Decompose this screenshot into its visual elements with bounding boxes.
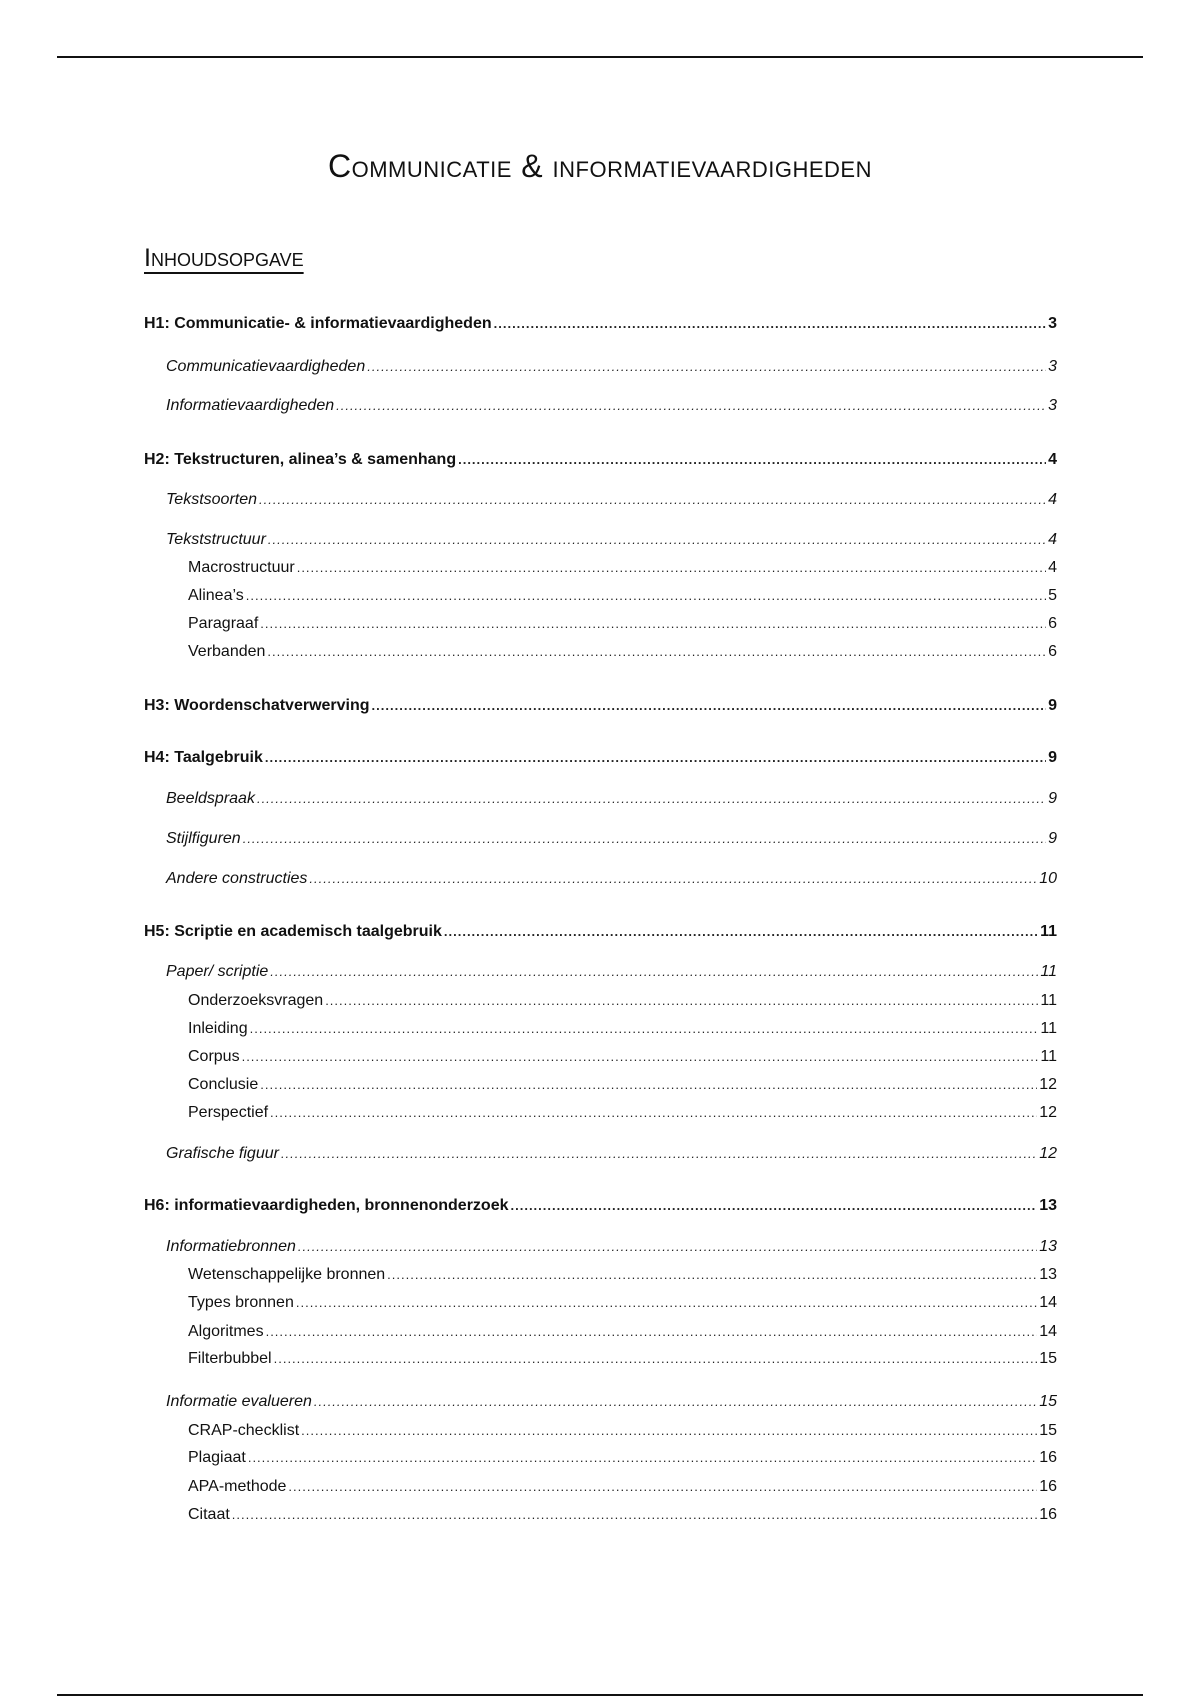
toc-entry-page: 14 (1039, 1323, 1057, 1340)
toc-entry-algoritmes[interactable] (188, 1322, 1057, 1342)
toc-entry-page: 12 (1039, 1104, 1057, 1121)
toc-entry-label: Tekstsoorten (166, 491, 258, 508)
toc-entry-paragraaf[interactable] (188, 614, 1057, 634)
toc-entry-label: Informatiebronnen (166, 1238, 296, 1255)
toc-entry-label: H1: Communicatie- & informatievaardigheden (144, 315, 492, 332)
toc-entry-page: 16 (1039, 1449, 1057, 1466)
toc-entry-conclusie[interactable] (188, 1075, 1057, 1095)
toc-entry-wetenschappelijke-bronnen[interactable] (188, 1265, 1057, 1285)
toc-entry-crap-checklist[interactable] (188, 1421, 1057, 1441)
toc-entry-label: H6: informatievaardigheden, bronnenonderzoek (144, 1197, 509, 1214)
toc-entry-page: 12 (1039, 1145, 1057, 1162)
toc-entry-informatie-evalueren[interactable] (166, 1392, 1057, 1412)
toc-entry-label: Corpus (188, 1048, 240, 1065)
toc-entry-page: 11 (1040, 1048, 1057, 1065)
toc-leader-dots (325, 991, 1038, 1011)
toc-leader-dots (260, 614, 1046, 634)
header-rule (57, 56, 1143, 58)
toc-leader-dots (267, 642, 1046, 662)
toc-entry-onderzoeksvragen[interactable] (188, 991, 1057, 1011)
toc-heading: Inhoudsopgave (144, 244, 304, 272)
toc-entry-page: 16 (1039, 1506, 1057, 1523)
toc-entry-h1[interactable] (144, 314, 1057, 334)
toc-entry-page: 11 (1040, 1020, 1057, 1037)
toc-entry-label: Wetenschappelijke bronnen (188, 1266, 386, 1283)
toc-entry-page: 5 (1048, 587, 1057, 604)
toc-leader-dots (266, 1322, 1038, 1342)
toc-entry-perspectief[interactable] (188, 1103, 1057, 1123)
toc-entry-label: Andere constructies (166, 870, 308, 887)
toc-leader-dots (494, 314, 1046, 334)
toc-entry-alineas[interactable] (188, 586, 1057, 606)
footer-rule (57, 1694, 1143, 1696)
toc-entry-page: 11 (1040, 992, 1057, 1009)
toc-leader-dots (257, 789, 1046, 809)
toc-leader-dots (301, 1421, 1037, 1441)
toc-entry-label: Verbanden (188, 643, 266, 660)
toc-entry-andere-constructies[interactable] (166, 869, 1057, 889)
toc-entry-page: 4 (1048, 559, 1057, 576)
toc-entry-page: 12 (1039, 1076, 1057, 1093)
toc-entry-page: 13 (1039, 1197, 1057, 1214)
toc-leader-dots (298, 1237, 1037, 1257)
toc-entry-page: 14 (1039, 1294, 1057, 1311)
toc-entry-label: Onderzoeksvragen (188, 992, 324, 1009)
toc-entry-verbanden[interactable] (188, 642, 1057, 662)
toc-leader-dots (336, 396, 1046, 416)
toc-entry-label: Citaat (188, 1506, 230, 1523)
toc-entry-label: Informatievaardigheden (166, 397, 335, 414)
toc-entry-informatievaardigheden[interactable] (166, 396, 1057, 416)
toc-entry-page: 11 (1040, 963, 1057, 980)
toc-entry-label: Perspectief (188, 1104, 269, 1121)
toc-leader-dots (246, 586, 1046, 606)
toc-entry-page: 3 (1048, 315, 1057, 332)
toc-entry-label: Paragraaf (188, 615, 259, 632)
toc-entry-label: CRAP-checklist (188, 1422, 300, 1439)
toc-entry-page: 15 (1039, 1350, 1057, 1367)
toc-entry-label: Algoritmes (188, 1323, 264, 1340)
toc-entry-paper-scriptie[interactable] (166, 962, 1057, 982)
toc-entry-page: 3 (1048, 358, 1057, 375)
toc-entry-page: 10 (1039, 870, 1057, 887)
toc-entry-stijlfiguren[interactable] (166, 829, 1057, 849)
toc-entry-filterbubbel[interactable] (188, 1349, 1057, 1369)
toc-leader-dots (387, 1265, 1037, 1285)
toc-entry-h6[interactable] (144, 1196, 1057, 1216)
toc-entry-label: APA-methode (188, 1478, 287, 1495)
toc-entry-tekstsoorten[interactable] (166, 490, 1057, 510)
toc-entry-label: Types bronnen (188, 1294, 294, 1311)
toc-leader-dots (259, 490, 1046, 510)
toc-entry-page: 9 (1048, 830, 1057, 847)
toc-entry-page: 9 (1048, 790, 1057, 807)
toc-leader-dots (314, 1392, 1037, 1412)
toc-entry-label: Alinea’s (188, 587, 244, 604)
toc-entry-page: 16 (1039, 1478, 1057, 1495)
toc-entry-citaat[interactable] (188, 1505, 1057, 1525)
toc-entry-communicatievaardigheden[interactable] (166, 357, 1057, 377)
toc-entry-h3[interactable] (144, 696, 1057, 716)
toc-entry-label: Plagiaat (188, 1449, 246, 1466)
toc-leader-dots (232, 1505, 1037, 1525)
toc-entry-inleiding[interactable] (188, 1019, 1057, 1039)
toc-leader-dots (372, 696, 1047, 716)
toc-entry-label: Grafische figuur (166, 1145, 279, 1162)
toc-entry-corpus[interactable] (188, 1047, 1057, 1067)
toc-entry-label: Tekststructuur (166, 531, 266, 548)
toc-entry-label: Communicatievaardigheden (166, 358, 366, 375)
toc-leader-dots (268, 530, 1046, 550)
toc-entry-label: Informatie evalueren (166, 1393, 312, 1410)
toc-entry-page: 11 (1040, 923, 1057, 940)
toc-leader-dots (270, 962, 1038, 982)
toc-leader-dots (270, 1103, 1037, 1123)
toc-entry-label: H3: Woordenschatverwerving (144, 697, 370, 714)
toc-leader-dots (281, 1144, 1037, 1164)
toc-leader-dots (288, 1477, 1037, 1497)
toc-entry-page: 15 (1039, 1393, 1057, 1410)
toc-entry-macrostructuur[interactable] (188, 558, 1057, 578)
toc-entry-label: H5: Scriptie en academisch taalgebruik (144, 923, 442, 940)
toc-entry-label: H2: Tekstructuren, alinea’s & samenhang (144, 451, 457, 468)
toc-entry-label: Stijlfiguren (166, 830, 241, 847)
toc-leader-dots (458, 450, 1046, 470)
toc-entry-page: 4 (1048, 491, 1057, 508)
document-title: Communicatie & informatievaardigheden (328, 148, 872, 184)
toc-leader-dots (250, 1019, 1039, 1039)
toc-entry-grafische-figuur[interactable] (166, 1144, 1057, 1164)
toc-entry-label: H4: Taalgebruik (144, 749, 263, 766)
toc-entry-page: 15 (1039, 1422, 1057, 1439)
toc-entry-h4[interactable] (144, 748, 1057, 768)
toc-entry-label: Macrostructuur (188, 559, 295, 576)
toc-entry-page: 9 (1048, 749, 1057, 766)
toc-leader-dots (511, 1196, 1038, 1216)
toc-entry-label: Paper/ scriptie (166, 963, 269, 980)
toc-entry-h5[interactable] (144, 922, 1057, 942)
toc-entry-h2[interactable] (144, 450, 1057, 470)
toc-leader-dots (248, 1448, 1037, 1468)
toc-entry-label: Conclusie (188, 1076, 259, 1093)
toc-entry-types-bronnen[interactable] (188, 1293, 1057, 1313)
toc-leader-dots (274, 1349, 1038, 1369)
toc-entry-beeldspraak[interactable] (166, 789, 1057, 809)
toc-entry-page: 9 (1048, 697, 1057, 714)
toc-entry-apa-methode[interactable] (188, 1477, 1057, 1497)
toc-leader-dots (309, 869, 1037, 889)
toc-entry-label: Beeldspraak (166, 790, 255, 807)
toc-entry-page: 6 (1048, 643, 1057, 660)
toc-leader-dots (242, 1047, 1039, 1067)
toc-entry-plagiaat[interactable] (188, 1448, 1057, 1468)
toc-entry-page: 13 (1039, 1266, 1057, 1283)
toc-entry-page: 3 (1048, 397, 1057, 414)
toc-leader-dots (265, 748, 1046, 768)
toc-leader-dots (367, 357, 1046, 377)
toc-leader-dots (444, 922, 1038, 942)
toc-entry-page: 4 (1048, 531, 1057, 548)
toc-entry-page: 4 (1048, 451, 1057, 468)
toc-entry-tekststructuur[interactable] (166, 530, 1057, 550)
toc-leader-dots (243, 829, 1046, 849)
toc-entry-label: Filterbubbel (188, 1350, 272, 1367)
toc-leader-dots (297, 558, 1046, 578)
toc-leader-dots (296, 1293, 1037, 1313)
toc-entry-label: Inleiding (188, 1020, 248, 1037)
toc-entry-page: 13 (1039, 1238, 1057, 1255)
toc-entry-informatiebronnen[interactable] (166, 1237, 1057, 1257)
toc-leader-dots (260, 1075, 1037, 1095)
toc-entry-page: 6 (1048, 615, 1057, 632)
